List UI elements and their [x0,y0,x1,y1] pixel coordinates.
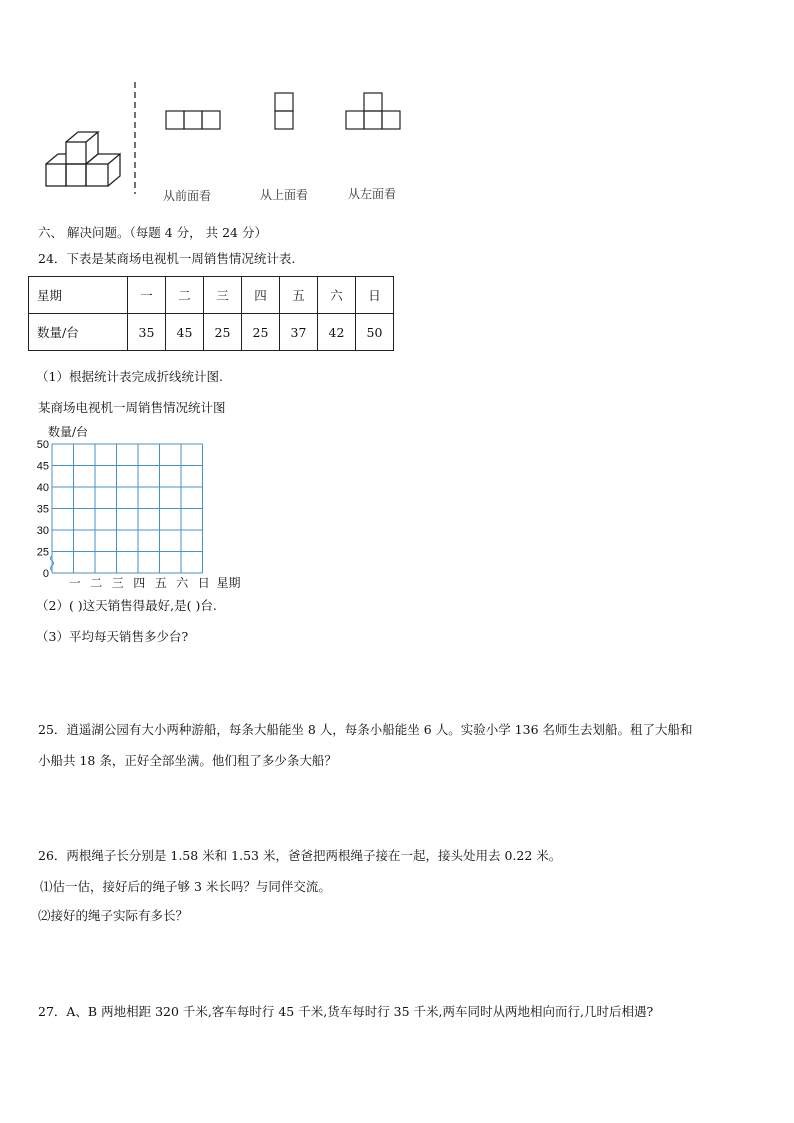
question-24-stem: 24．下表是某商场电视机一周销售情况统计表. [38,251,296,266]
y-axis-label: 数量/台 [48,425,89,439]
sales-table [28,276,394,351]
y-tick-label: 0 [42,568,49,580]
question-24-part1: （1）根据统计表完成折线统计图. [36,369,223,384]
y-tick-label: 40 [36,482,49,494]
table-cell: 25 [242,314,280,351]
x-axis-label: 星期 [216,576,241,588]
top-view-figure [274,92,296,132]
cube-stack-figure [40,124,130,190]
table-cell: 二 [166,277,204,314]
left-view-figure [345,92,403,132]
x-tick-label: 一 [68,576,81,588]
table-cell: 45 [166,314,204,351]
y-tick-label: 35 [36,503,49,516]
question-26-part1: ⑴估一估，接好后的绳子够 3 米长吗？与同伴交流。 [40,879,331,894]
table-cell: 一 [128,277,166,314]
question-25-line2: 小船共 18 条，正好全部坐满。他们租了多少条大船？ [38,753,337,768]
table-header-day: 星期 [29,277,128,314]
left-view-label: 从左面看 [348,187,397,201]
x-tick-label: 三 [111,576,124,588]
table-cell: 37 [280,314,318,351]
line-chart-grid [34,420,254,588]
front-view-figure [165,110,223,132]
question-25-line1: 25．逍遥湖公园有大小两种游船，每条大船能坐 8 人，每条小船能坐 6 人。实验小学 136 名师生去划船。租了大船和 [38,722,693,737]
x-tick-label: 日 [197,576,210,588]
front-view-label: 从前面看 [163,189,212,203]
x-tick-label: 二 [90,576,103,588]
chart-title: 某商场电视机一周销售情况统计图 [38,400,226,415]
question-26-stem: 26．两根绳子长分别是 1.58 米和 1.53 米，爸爸把两根绳子接在一起，接头处用去 0.22 米。 [38,848,562,863]
table-cell: 25 [204,314,242,351]
x-tick-label: 四 [133,576,146,588]
table-row [29,314,394,351]
table-cell: 日 [356,277,394,314]
table-header-count: 数量/台 [29,314,128,351]
dashed-divider [132,82,138,194]
table-cell: 50 [356,314,394,351]
section-heading: 六、 解决问题。（每题 4 分， 共 24 分） [38,225,267,240]
x-tick-label: 六 [176,576,189,588]
table-cell: 三 [204,277,242,314]
y-tick-label: 30 [36,525,49,537]
y-tick-label: 50 [36,439,49,451]
y-tick-label: 45 [36,460,49,473]
question-27-text: 27．A、B 两地相距 320 千米,客车每时行 45 千米,货车每时行 35 千米,两车同时从两地相向而行,几时后相遇? [38,1004,654,1019]
table-cell: 五 [280,277,318,314]
y-tick-label: 25 [36,546,49,559]
table-row [29,277,394,314]
top-view-label: 从上面看 [260,188,309,202]
question-24-part2: （2）( )这天销售得最好,是( )台. [36,598,217,613]
x-tick-label: 五 [154,576,167,588]
question-26-part2: ⑵接好的绳子实际有多长？ [38,908,189,923]
table-cell: 35 [128,314,166,351]
table-cell: 42 [318,314,356,351]
question-24-part3: （3）平均每天销售多少台? [36,629,189,644]
table-cell: 四 [242,277,280,314]
table-cell: 六 [318,277,356,314]
